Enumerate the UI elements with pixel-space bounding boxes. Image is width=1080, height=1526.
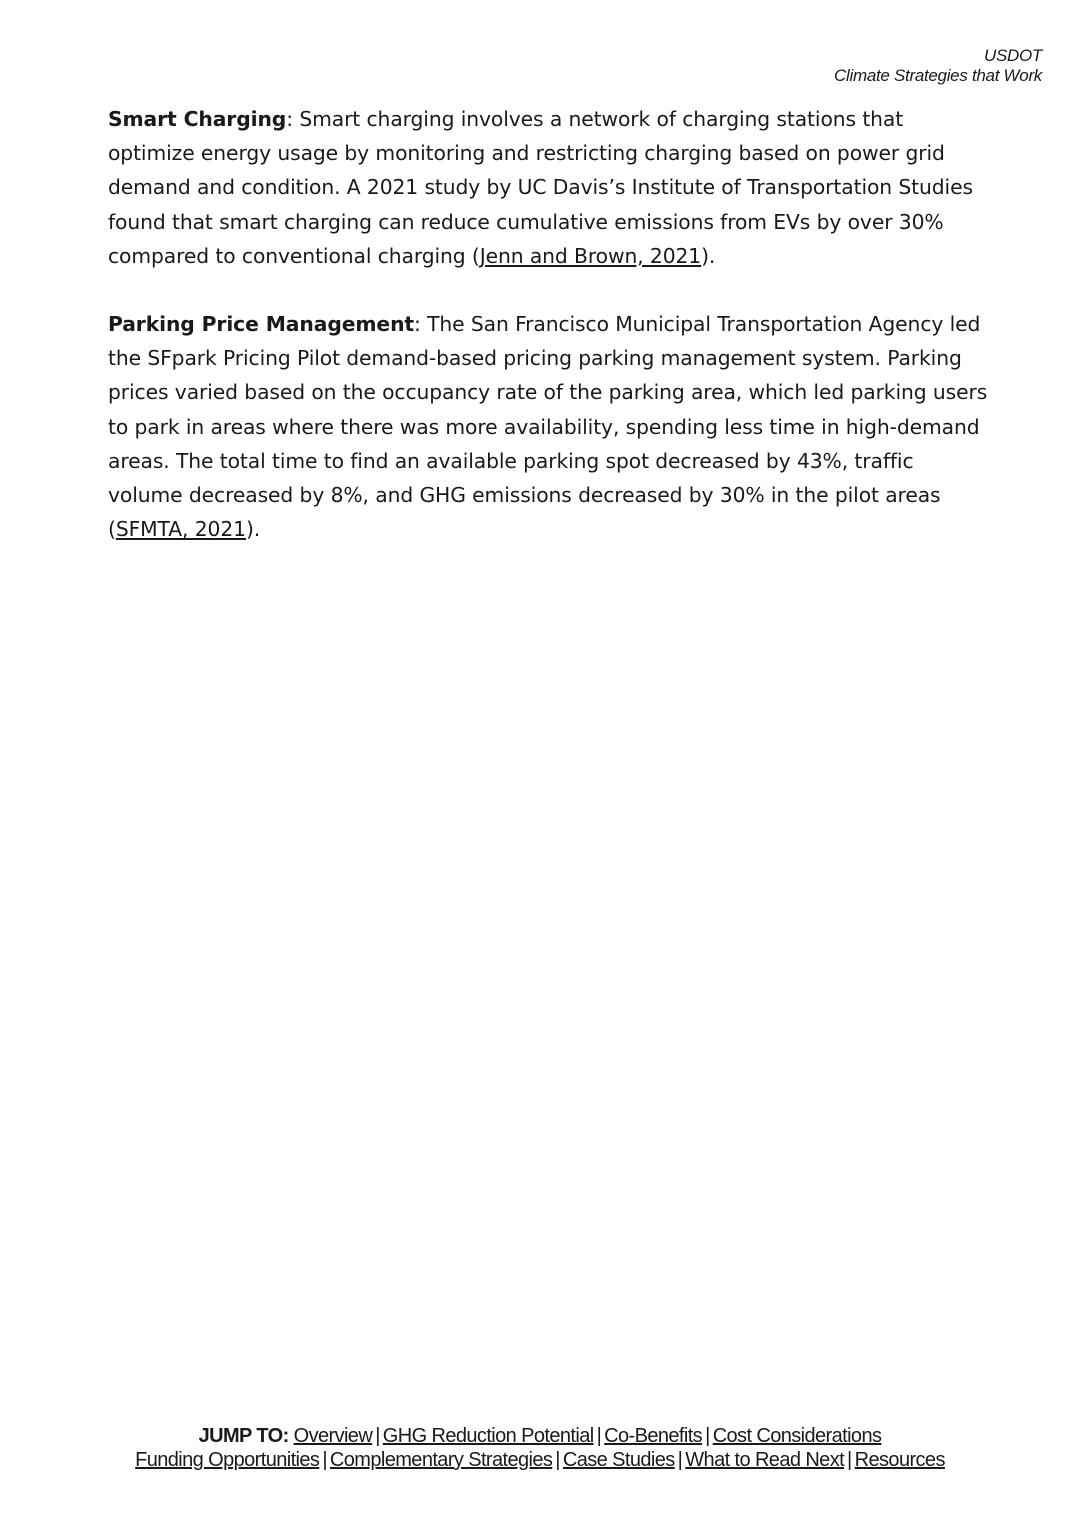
main-content <box>108 102 988 580</box>
nav-separator: | <box>375 1425 380 1447</box>
section-text-end: ). <box>245 517 261 542</box>
section-text-end: ). <box>701 243 716 268</box>
header-subtitle: Climate Strategies that Work <box>834 66 1042 85</box>
section-smart-charging <box>108 102 988 273</box>
nav-link-ghg-reduction-potential[interactable]: GHG Reduction Potential <box>382 1425 594 1447</box>
section-text: : Smart charging involves a network of charging stations that optimize energy usage by monitoring and restricting charging based on power grid demand and condition. A 2021 study by UC Davis’s Institute of Transportation Studies found that smart charging can reduce cumulative emissions from EVs by over 30% compared to conventional charging ( <box>108 107 973 268</box>
nav-separator: | <box>847 1449 852 1471</box>
page-header <box>834 46 1042 86</box>
section-heading: Parking Price Management <box>108 312 415 337</box>
nav-link-what-to-read-next[interactable]: What to Read Next <box>685 1449 845 1471</box>
section-heading: Smart Charging <box>108 107 287 131</box>
nav-link-complementary-strategies[interactable]: Complementary Strategies <box>329 1449 553 1471</box>
nav-link-funding-opportunities[interactable]: Funding Opportunities <box>135 1449 320 1471</box>
section-parking-price-management <box>108 307 988 546</box>
jump-to-nav <box>0 1424 1080 1472</box>
nav-separator: | <box>555 1449 560 1471</box>
nav-separator: | <box>322 1449 327 1471</box>
nav-link-overview[interactable]: Overview <box>293 1425 373 1447</box>
jump-to-label: JUMP TO: <box>198 1425 289 1447</box>
nav-separator: | <box>677 1449 683 1471</box>
header-org: USDOT <box>983 46 1042 65</box>
nav-separator: | <box>596 1425 602 1447</box>
citation-link[interactable]: SFMTA, 2021 <box>115 517 246 542</box>
nav-link-resources[interactable]: Resources <box>854 1449 945 1471</box>
section-text: : The San Francisco Municipal Transportation Agency led the SFpark Pricing Pilot demand-based pricing parking management system. Parking prices varied based on the occupancy rate of the parking area, which led parking users to park in areas where there was more availability, spending less time in high-demand areas. The total time to find an available parking spot decreased by 43%, traffic volume decreased by 8%, and GHG emissions decreased by 30% in the pilot areas ( <box>108 312 988 542</box>
nav-link-cost-considerations[interactable]: Cost Considerations <box>712 1425 882 1447</box>
jump-nav-line-2 <box>0 1448 1080 1472</box>
jump-nav-line-1 <box>0 1424 1080 1448</box>
citation-link[interactable]: Jenn and Brown, 2021 <box>479 243 702 268</box>
nav-link-case-studies[interactable]: Case Studies <box>562 1449 675 1471</box>
nav-link-co-benefits[interactable]: Co-Benefits <box>604 1425 703 1447</box>
nav-separator: | <box>705 1425 710 1447</box>
